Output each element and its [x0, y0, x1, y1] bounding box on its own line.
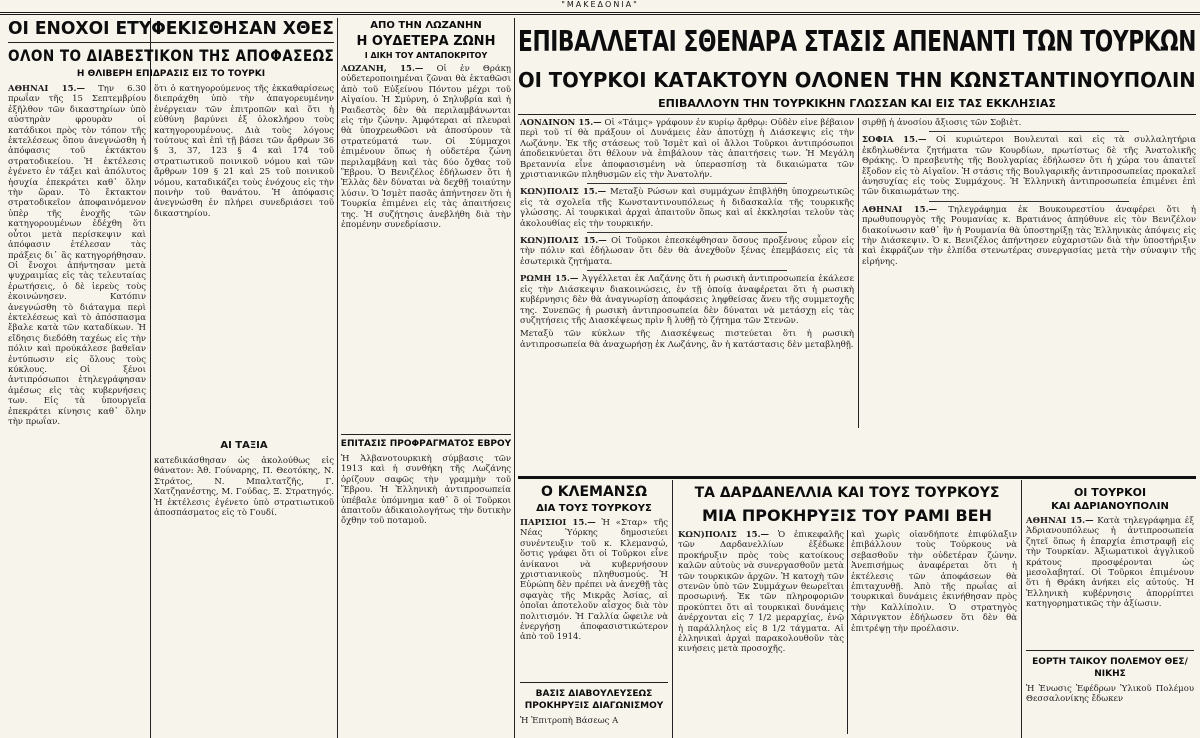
column-divider [672, 480, 673, 738]
article-body: Μεταξὺ Ρώσων καὶ συμμάχων ἐπιβλήθη ὑποχρεωτικῶς εἰς τὰ σχολεῖα τῆς Κωνσταντινουπόλεως ἡ διδασκαλία τῆς τουρκικῆς γλώσσης. Αἱ τουρκικαὶ ἀρχαὶ ἀπαιτοῦν ὅπως καὶ αἱ ἐκκλησίαι τελοῦν τὰς ἀκολουθίας εἰς τὴν τουρκικήν. [520, 187, 854, 229]
article-body: Τηλεγράφημα ἐκ Βουκουρεστίου ἀναφέρει ὅτι ἡ πρωθυπουργὸς τῆς Ρουμανίας κ. Βρατιάνος ἀπηύθυνε εἰς τὸν Βενιζέλον διακοίνωσιν καθ᾽ ἣν ἡ Ρουμανία θὰ ὑποστηρίξῃ τὰς Ἑλληνικὰς ἀπόψεις εἰς τὴν Διάσκεψιν. Ὁ κ. Βενιζέλος ἀπήντησεν εὐχαριστῶν διὰ τὴν ὑποστήριξιν καὶ ἐκφράζων τὴν ἐλπίδα στενωτέρας συνεργασίας μετὰ τὴν σύναψιν τῆς εἰρήνης. [862, 204, 1196, 267]
divider [8, 42, 334, 43]
col2-head4: ΕΠΙΤΑΣΙΣ ΠΡΟΦΡΑΓΜΑΤΟΣ ΕΒΡΟΥ [340, 439, 512, 449]
dateline: ΚΩΝ)ΠΟΛΙΣ 15.— [520, 187, 607, 198]
dateline: ΑΘΗΝΑΙ 15.— [1026, 516, 1094, 526]
column-divider [847, 530, 848, 734]
col1-article-end [154, 456, 334, 734]
article-body: ὅτι ὁ κατηγορούμενος τῆς ἐκκαθαρίσεως διεπράχθη ὑπὸ τὴν ἀπαγορευμένην ἐνέργειαν τῶν ἐπιτροπῶν καὶ ὅτι ἡ εὐθύνη βαρύνει ἐξ ὁλοκλήρου τοὺς κατηγορουμένους. Διὰ τοὺς λόγους τούτους καὶ ἐπὶ τῇ βάσει τῶν ἄρθρων 36 § 3, 37, 123 § 4 καὶ 174 τοῦ στρατιωτικοῦ ποινικοῦ νόμου καὶ τῶν ἄρθρων 109 § 21 καὶ 25 τοῦ ποινικοῦ νόμου, καταδικάζει τοὺς ἐνόχους εἰς τὴν ποινὴν τοῦ θανάτου. Ἡ ἀπόφασις ἀνεγνώσθη ἐν πλήρει συνεδριάσει τοῦ δικαστηρίου. [154, 84, 334, 219]
article-body: Ἡ Ἑνωσις Ἐφέδρων Ὑλικοῦ Πολέμου Θεσσαλονίκης ἔδωκεν [1026, 684, 1194, 705]
article-body: Ἡ Ἐπιτροπὴ Βάσεως Α [520, 716, 619, 726]
dardanelles-subhead: ΜΙΑ ΠΡΟΚΗΡΥΞΙΣ ΤΟΥ ΡΑΜΙ ΒΕΗ [702, 506, 992, 525]
turks-headline-2: ΕΟΡΤΗ ΤΑΙΚΟΥ ΠΟΛΕΜΟΥ ΘΕΣ/ΝΙΚΗΣ [1032, 657, 1188, 679]
dateline: ΡΩΜΗ 15.— [520, 274, 579, 285]
article-body: Την 6.30 πρωΐαν τῆς 15 Σεπτεμβρίου ἐξῆλθον τῶν δικαστηρίων ὑπὸ αὐστηρὰν φρουρὰν οἱ κατάδικοι πρὸς τὸν τόπον τῆς ἐκτελέσεως ὅπου ἀνεγνώσθη ἡ ἀπόφασις τοῦ ἐκτάκτου στρατοδικείου. Ἡ ἐκτέλεσις ἐγένετο ἐν τάξει καὶ ἀπόλυτος ἡσυχία ἐπεκράτει καθ᾽ ὅλην τὴν ὥραν. Τὸ ἔκτακτον στρατοδικεῖον ἀποφαινόμενον ὑπὲρ τῆς ἐνοχῆς τῶν κατηγορουμένων ἐδέχθη ὅτι οὗτοι μετὰ περίσκεψιν καὶ ἀπόφασιν ἐτέλεσαν τὰς πράξεις δι᾽ ἃς κατηγορήθησαν. Οἱ ἔνοχοι ἀπήντησαν μετὰ ψυχραιμίας εἰς τὰς τελευταίας ἐρωτήσεις, ὁ δὲ ἱερεὺς τοὺς ἐκοινώνησεν. Κατόπιν ἀνεγνώσθη τὸ διάταγμα περὶ ἐκτελέσεως καὶ τὸ ἀπόσπασμα ἔβαλε κατὰ τῶν καταδίκων. Ἡ εἴδησις διεδόθη ταχέως εἰς τὴν πόλιν καὶ προύκάλεσε βαθεῖαν ἐντύπωσιν εἰς ὅλους τοὺς κύκλους. Οἱ ξένοι ἀντιπρόσωποι ἐτηλεγράφησαν ἀμέσως εἰς τὰς κυβερνήσεις των. Εἰς τὰ ὑπουργεῖα ἐπεκράτει κίνησις καθ᾽ ὅλην τὴν πρωΐαν. [8, 84, 146, 427]
col1-article [8, 84, 146, 734]
article-body: Ἀγγέλλεται ἐκ Λαζάνης ὅτι ἡ ρωσικὴ ἀντιπροσωπεία ἐκάλεσε εἰς τὴν Διάσκεψιν διακοινώσεις, ἐν τῇ ὁποίᾳ ἀναφέρεται ὅτι ἡ ρωσικὴ κυβέρνησις δὲν θὰ ἀναγνωρίσῃ ἀποφάσεις ληφθείσας ἄνευ τῆς συμμετοχῆς της. Συνεπῶς ἡ ρωσικὴ ἀντιπροσωπεία δὲν δύναται νὰ μετάσχῃ εἰς τὰς συζητήσεις τῆς Διασκέψεως πρὶν ἢ λυθῇ τὸ ζήτημα τῶν Στενῶν. [520, 274, 854, 326]
main-second-headline: ΟΙ ΤΟΥΡΚΟΙ ΚΑΤΑΚΤΟΥΝ ΟΛΟΝΕΝ ΤΗΝ ΚΩΝΣΤΑΝΤΙΝΟΥΠΟΛΙΝ [518, 68, 1196, 92]
dateline: ΚΩΝ)ΠΟΛΙΣ 15.— [678, 530, 770, 540]
column-divider [150, 18, 151, 738]
col2-head3: Ι ΔΙΚΗ ΤΟΥ ΑΝΤΑΠΟΚΡΙΤΟΥ [364, 51, 488, 60]
main-article [520, 118, 854, 428]
dateline: ΣΟΦΙΑ 15.— [862, 135, 927, 146]
article-body: σιρθῇ ἡ ἀνοσίου ἄξιοσις τῶν Σοβιὲτ. [862, 118, 1022, 128]
section-heading: ΑΙ ΤΑΞΙΑ [220, 440, 268, 451]
article-body: Οἱ Τοῦρκοι ἐπεσκέφθησαν ὅσους προξένους εὗρον εἰς τὴν πόλιν καὶ ἐδήλωσαν ὅτι δὲν θὰ ἀνεχθοῦν ξένας ἐπεμβάσεις εἰς τὰ ἐσωτερικὰ ζητήματα. [520, 236, 854, 267]
dateline: ΚΩΝ)ΠΟΛΙΣ 15.— [520, 236, 607, 247]
dardanelles-article [678, 530, 844, 734]
divider [1026, 650, 1194, 651]
col1-article-cont [154, 84, 334, 434]
vasis-subhead: ΠΡΟΚΗΡΥΞΙΣ ΔΙΑΓΩΝΙΣΜΟΥ [524, 701, 664, 711]
turks-article [1026, 516, 1194, 646]
article-body: Ἡ «Σταρ» τῆς Νέας Ὑόρκης δημοσιεύει συνέντευξιν τοῦ κ. Κλεμανσώ, ὅστις γράφει ὅτι οἱ Τοῦρκοι εἶνε ἀνίκανοι νὰ κυβερνήσουν χριστιανικοὺς πληθυσμούς. Ἡ Εὐρώπη δὲν πρέπει νὰ ἀνεχθῇ τὰς σφαγὰς τῆς Μικρᾶς Ἀσίας, αἱ ὁποῖαι ἀποτελοῦν αἶσχος διὰ τὸν πολιτισμόν. Ἡ Γαλλία ὤφειλε νὰ ἐνεργήσῃ ἀποφασιστικώτερον ἀπὸ τοῦ 1914. [520, 518, 668, 643]
article-body: Οἱ κυριώτεροι Βουλευταὶ καὶ εἰς τὰ συλλαλητήρια ἐκδηλωθέντα ζητήματα τῶν Κουρδίων, πρωτίστως δὲ τῆς Ἀνατολικῆς Θράκης. Ὁ πρεσβευτὴς τῆς Βουλγαρίας ἐδήλωσεν ὅτι ἡ χώρα του ἀπαιτεῖ ἔξοδον εἰς τὸ Αἰγαῖον. Ἡ στάσις τῆς Βουλγαρικῆς ἀντιπροσωπείας προκαλεῖ ἀνησυχίας εἰς τοὺς Συμμάχους. Ἡ Ἑλληνικὴ ἀντιπροσωπεία ἐπιμένει ἐπὶ τῶν δικαιωμάτων της. [862, 135, 1196, 198]
turks-article-2 [1026, 684, 1194, 734]
masthead-title: "ΜΑΚΕΔΟΝΙΑ" [561, 0, 639, 9]
article-body: Κατὰ τηλεγράφημα ἐξ Ἀδριανουπόλεως ἡ ἀντιπροσωπεία ζητεῖ ὅπως ἡ ἐπαρχία ἐπιστραφῇ εἰς τὴν Τουρκίαν. Ἀξιωματικοὶ ἀγγλικοῦ κράτους προσφέρονται ὡς μεσολαβηταί. Οἱ Τοῦρκοι ἐπιμένουν ὅτι ἡ Θράκη ἀνήκει εἰς αὐτούς. Ἡ Ἑλληνικὴ κυβέρνησις ἀπορρίπτει κατηγορηματικῶς τὴν ἀξίωσιν. [1026, 516, 1194, 610]
divider [341, 434, 511, 435]
col2-head1: ΑΠΟ ΤΗΝ ΛΩΖΑΝΗΝ [370, 20, 482, 31]
turks-headline: ΟΙ ΤΟΥΡΚΟΙ [1073, 486, 1147, 499]
column-divider [337, 18, 338, 738]
article-body: Ἡ Ἀλβανοτουρκικὴ σύμβασις τῶν 1913 καὶ ἡ συνθήκη τῆς Λωζάνης ὁρίζουν σαφῶς τὴν γραμμὴν τοῦ Ἕβρου. Ἡ Ἑλληνικὴ ἀντιπροσωπεία ὑπέβαλε ὑπόμνημα καθ᾽ ὃ οἱ Τοῦρκοι ἀπαιτοῦν ἀδικαιολογήτως τὴν δυτικὴν ὄχθην τοῦ ποταμοῦ. [341, 454, 511, 527]
col1-headline: ΟΙ ΕΝΟΧΟΙ ΕΤΥΦΕΚΙΣΘΗΣΑΝ ΧΘΕΣ [8, 18, 334, 39]
dardanelles-headline: ΤΑ ΔΑΡΔΑΝΕΛΛΙΑ ΚΑΙ ΤΟΥΣ ΤΟΥΡΚΟΥΣ [694, 485, 1000, 501]
dateline: ΑΘΗΝΑΙ 15.— [8, 84, 85, 94]
dateline: ΑΘΗΝΑΙ 15.— [862, 204, 938, 215]
col2-head2: Η ΟΥΔΕΤΕΡΑ ΖΩΝΗ [356, 34, 496, 49]
column-divider [514, 18, 515, 738]
col2-article [341, 64, 511, 430]
divider [520, 682, 668, 683]
main-banner: ΕΠΙΒΑΛΛΕΤΑΙ ΣΘΕΝΑΡΑ ΣΤΑΣΙΣ ΑΠΕΝΑΝΤΙ ΤΩΝ ΤΟΥΡΚΩΝ [518, 25, 1196, 58]
divider [587, 183, 787, 184]
main-article-right [862, 118, 1196, 428]
main-third-headline: ΕΠΙΒΑΛΛΟΥΝ ΤΗΝ ΤΟΥΡΚΙΚΗΝ ΓΛΩΣΣΑΝ ΚΑΙ ΕΙΣ ΤΑΣ ΕΚΚΛΗΣΙΑΣ [658, 97, 1056, 110]
divider [929, 131, 1129, 132]
article-body: κατεδικάσθησαν ὡς ἀκολούθως εἰς θάνατον: Ἀθ. Γούναρης, Π. Θεοτόκης, Ν. Στράτος, Ν. Μπαλτατζῆς, Γ. Χατζηανέστης, Μ. Γούδας, Ξ. Στρατηγός. Ἡ ἐκτέλεσις ἐγένετο ὑπὸ στρατιωτικοῦ ἀποσπάσματος εἰς τὸ Γουδί. [154, 456, 334, 519]
col1-kicker: Η ΘΛΙΒΕΡΗ ΕΠΙΔΡΑΣΙΣ ΕΙΣ ΤΟ ΤΟΥΡΚΙ [76, 69, 266, 79]
dateline: ΠΑΡΙΣΙΟΙ 15.— [520, 518, 596, 528]
article-body: Ὁ ἐπικεφαλῆς τῶν Δαρδανελλίων ἐξέδωκε προκήρυξιν πρὸς τοὺς κατοίκους καλῶν αὐτοὺς νὰ συνεργασθοῦν μετὰ τῶν τουρκικῶν ἀρχῶν. Ἡ κατοχὴ τῶν στενῶν ὑπὸ τῶν Συμμάχων θεωρεῖται προσωρινή. Ἐκ τῶν πληροφοριῶν προκύπτει ὅτι αἱ τουρκικαὶ δυνάμεις ἀνέρχονται εἰς 7 1/2 μεραρχίας, ἐνῷ ἡ παράλληλος εἰς 8 1/2 τάγματα. Αἱ ἐλληνικαὶ ἀρχαὶ παρακολουθοῦν τὰς κινήσεις μετὰ προσοχῆς. [678, 530, 844, 655]
dateline: ΛΩΖΑΝΗ, 15.— [341, 64, 424, 74]
article-body: καὶ χωρὶς οἰανδήποτε ἐπιφύλαξιν ἐπιβάλλουν τοὺς Τούρκους νὰ σεβασθοῦν τὴν οὐδετέραν ζώνην. Ἀνεπισήμως ἀναφέρεται ὅτι ἡ ἐκτέλεσις τῶν ἀποφάσεων θὰ ἐπιταχυνθῇ. Ἀπὸ τῆς πρωΐας αἱ τουρκικαὶ δυνάμεις ἐκινήθησαν πρὸς τὴν Καλλίπολιν. Ὁ στρατηγὸς Χάρινγκτον ἐδήλωσεν ὅτι δὲν θὰ ἐπιτρέψῃ τὴν προέλασιν. [851, 530, 1017, 634]
divider [929, 201, 1129, 202]
clemenceau-article [520, 518, 668, 678]
vasis-article [520, 716, 668, 734]
vasis-headline: ΒΑΣΙΣ ΔΙΑΒΟΥΛΕΥΣΕΩΣ [535, 689, 653, 699]
divider [518, 114, 1196, 115]
clemenceau-subhead: ΔΙΑ ΤΟΥΣ ΤΟΥΡΚΟΥΣ [536, 503, 652, 514]
divider [587, 270, 787, 271]
section-divider [518, 476, 1196, 479]
clemenceau-headline: Ο ΚΛΕΜΑΝΣΩ [541, 484, 647, 500]
article-body: Οἱ «Τάιμς» γράφουν ἐν κυρίῳ ἄρθρῳ: Οὐδὲν εἶνε βέβαιον περὶ τοῦ τί θὰ πράξουν οἱ Δυνάμεις ἐὰν ἀποτύχῃ ἡ Διάσκεψις εἰς τὴν Λωζάνην. Ἐκ τῆς στάσεως τοῦ Ἰσμὲτ καὶ οἱ ἄλλοι Τοῦρκοι ἀντιπρόσωποι ἀποδεικνύεται ὅτι θέλουν νὰ ἐπιβάλουν τὰς ἀπαιτήσεις των. Ἡ Μεγάλη Βρεταννία εἶνε ἀποφασισμένη νὰ ὑπερασπίσῃ τὰ δικαιώματα τῶν χριστιανικῶν πληθυσμῶν εἰς τὴν Ἀνατολήν. [520, 118, 854, 181]
column-divider [858, 118, 859, 428]
col1-subhead: ΟΛΟΝ ΤΟ ΔΙΑΒΕΣΤΙΚΟΝ ΤΗΣ ΑΠΟΦΑΣΕΩΣ [8, 46, 334, 65]
dateline: ΛΟΝΔΙΝΟΝ 15.— [520, 118, 602, 128]
divider [587, 232, 787, 233]
turks-subhead: ΚΑΙ ΑΔΡΙΑΝΟΥΠΟΛΙΝ [1051, 501, 1169, 512]
article-body: Μεταξὺ τῶν κύκλων τῆς Διασκέψεως πιστεύεται ὅτι ἡ ρωσικὴ ἀντιπροσωπεία θὰ ἀναχωρήσῃ ἐκ Λωζάνης, ἂν ἡ κατάστασις δὲν μεταβληθῇ. [520, 329, 854, 350]
masthead-strip [0, 0, 1200, 15]
article-body: Οἱ ἐν Θράκῃ οὐδετεροποιημέναι ζῶναι θὰ ἐκταθῶσι ἀπὸ τοῦ Εὐξείνου Πόντου μέχρι τοῦ Αἰγαίου. Ἡ Σμύρνη, ὁ Σηλυβρία καὶ ἡ Ραιδεστὸς δὲν θὰ περιλαμβάνωνται εἰς τὴν ζώνην. Ἀμφότεραι αἱ πλευραὶ θὰ ὑποχρεωθῶσι νὰ ἀποσύρουν τὰ στρατεύματά των. Οἱ Σύμμαχοι ἐπιμένουν ὅπως ἡ οὐδετέρα ζώνη περιλαμβάνῃ καὶ τὰς δύο ὄχθας τοῦ Ἕβρου. Ὁ Βενιζέλος ἐδήλωσεν ὅτι ἡ Ἑλλὰς δὲν δύναται νὰ δεχθῇ τοιαύτην λύσιν. Ὁ Ἰσμὲτ πασᾶς ἀπήντησεν ὅτι ἡ Τουρκία ἐπιμένει εἰς τὰς ἀπαιτήσεις της. Ἡ συζήτησις ἀνεβλήθη διὰ τὴν ἐπομένην συνεδρίασιν. [341, 64, 511, 231]
col2-article2 [341, 454, 511, 734]
dardanelles-article-cont [851, 530, 1017, 734]
column-divider [1021, 480, 1022, 738]
